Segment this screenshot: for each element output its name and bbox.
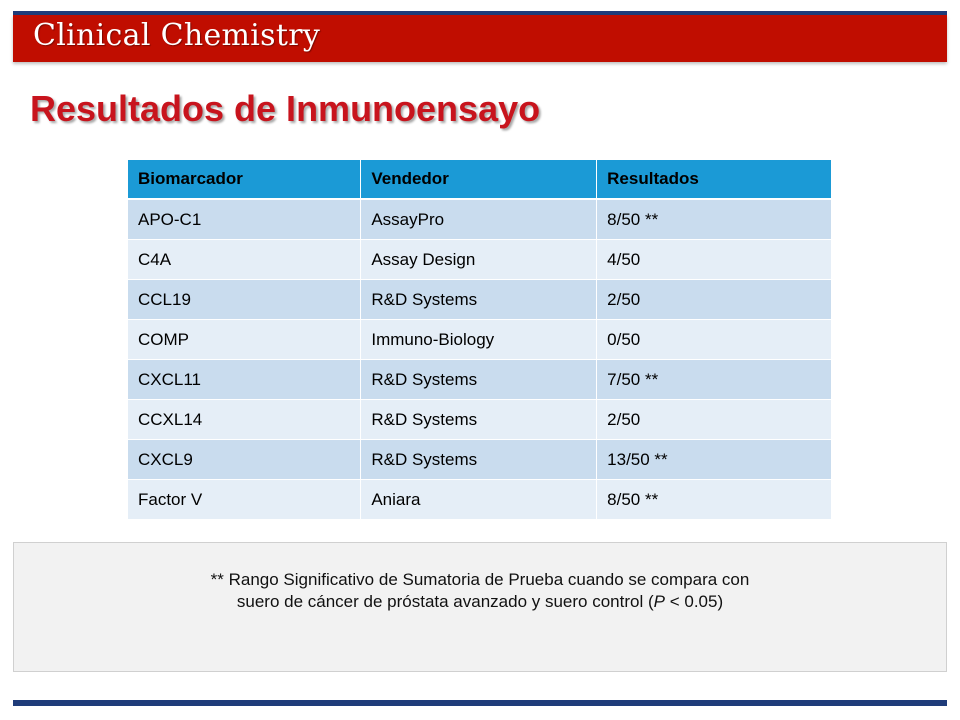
- table-row: [128, 440, 832, 480]
- table-row: [128, 400, 832, 440]
- cell-result: 0/50: [597, 320, 832, 360]
- table-row: [128, 199, 832, 240]
- cell-vendor: R&D Systems: [361, 400, 597, 440]
- cell-result: 8/50 **: [597, 480, 832, 520]
- cell-result: 2/50: [597, 280, 832, 320]
- cell-biomarker: Factor V: [128, 480, 361, 520]
- cell-result: 13/50 **: [597, 440, 832, 480]
- cell-vendor: Immuno-Biology: [361, 320, 597, 360]
- cell-vendor: AssayPro: [361, 199, 597, 240]
- table-row: [128, 280, 832, 320]
- cell-vendor: Assay Design: [361, 240, 597, 280]
- cell-biomarker: APO-C1: [128, 199, 361, 240]
- cell-biomarker: CXCL11: [128, 360, 361, 400]
- footnote-line-1: ** Rango Significativo de Sumatoria de Prueba cuando se compara con: [210, 570, 750, 589]
- header-banner: [13, 15, 947, 62]
- cell-biomarker: C4A: [128, 240, 361, 280]
- footnote-line-2-start: suero de cáncer de próstata avanzado y suero control (: [236, 592, 654, 611]
- cell-vendor: R&D Systems: [361, 280, 597, 320]
- cell-result: 8/50 **: [597, 199, 832, 240]
- results-table: [128, 160, 832, 520]
- table-header-row: [128, 160, 832, 199]
- bottom-rule: [13, 700, 947, 706]
- column-header-results: Resultados: [597, 160, 832, 199]
- column-header-biomarker: Biomarcador: [128, 160, 361, 199]
- cell-result: 7/50 **: [597, 360, 832, 400]
- footnote-box: [13, 542, 947, 672]
- cell-biomarker: CXCL9: [128, 440, 361, 480]
- cell-biomarker: COMP: [128, 320, 361, 360]
- table-row: [128, 480, 832, 520]
- footnote-text: [14, 569, 946, 613]
- cell-result: 4/50: [597, 240, 832, 280]
- cell-vendor: R&D Systems: [361, 440, 597, 480]
- cell-vendor: Aniara: [361, 480, 597, 520]
- cell-biomarker: CCL19: [128, 280, 361, 320]
- cell-vendor: R&D Systems: [361, 360, 597, 400]
- footnote-line-2-end: < 0.05): [664, 592, 724, 611]
- footnote-p-symbol: P: [653, 592, 665, 611]
- table-row: [128, 320, 832, 360]
- table-row: [128, 240, 832, 280]
- table-row: [128, 360, 832, 400]
- column-header-vendor: Vendedor: [361, 160, 597, 199]
- cell-result: 2/50: [597, 400, 832, 440]
- slide-title: Resultados de Inmunoensayo: [30, 88, 541, 129]
- cell-biomarker: CCXL14: [128, 400, 361, 440]
- banner-title: Clinical Chemistry: [33, 18, 321, 53]
